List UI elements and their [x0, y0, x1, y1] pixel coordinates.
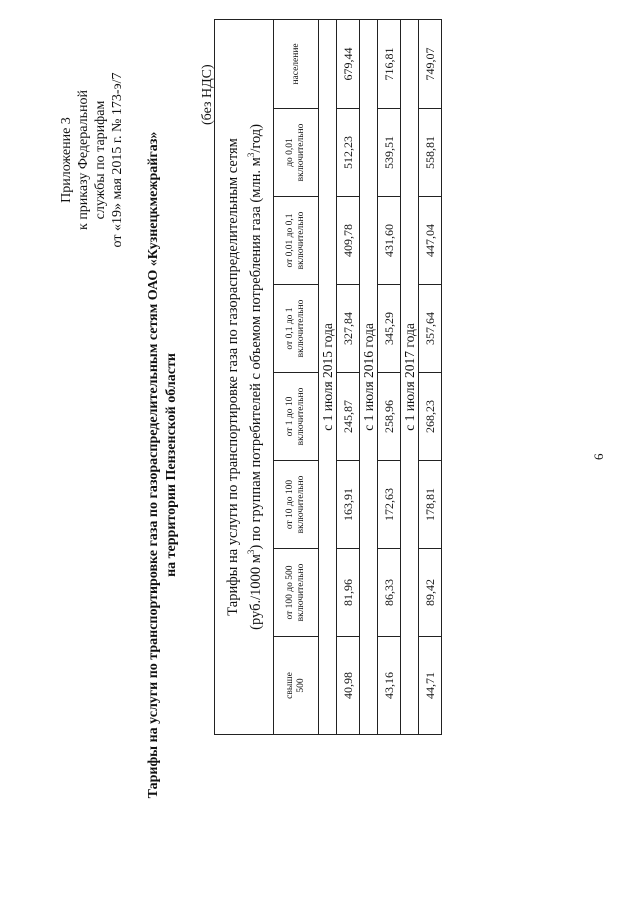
table-cell: 44,71 [419, 637, 442, 735]
table-cell: 447,04 [419, 197, 442, 285]
column-header-line-2: включительно [296, 299, 306, 358]
period-row [360, 19, 378, 734]
table-cell: 409,78 [337, 197, 360, 285]
annex-line-4: от «19» мая 2015 г. № 173-э/7 [110, 72, 125, 248]
table-cell: 172,63 [378, 461, 401, 549]
table-cell: 163,91 [337, 461, 360, 549]
annex-block [58, 15, 126, 305]
table-cell: 86,33 [378, 549, 401, 637]
period-row [401, 19, 419, 734]
table-cell: 258,96 [378, 373, 401, 461]
table-cell: 431,60 [378, 197, 401, 285]
column-header-line-2: включительно [296, 123, 306, 182]
document-title [145, 55, 181, 875]
table-cell: 357,64 [419, 285, 442, 373]
header-sup-1: 3 [245, 549, 256, 555]
table-cell: 512,23 [337, 109, 360, 197]
column-header-line-2: включительно [296, 563, 306, 622]
period-row [319, 19, 337, 734]
table-cell: 749,07 [419, 19, 442, 108]
period-label: с 1 июля 2017 года [401, 19, 419, 734]
table-cell: 345,29 [378, 285, 401, 373]
column-header-line-1: от 1 до 10 [285, 396, 295, 437]
table-row [337, 19, 360, 734]
tariff-table [214, 19, 442, 735]
column-header [274, 461, 319, 549]
column-header [274, 285, 319, 373]
page-number: 6 [591, 453, 606, 460]
column-header [274, 19, 319, 108]
table-cell: 178,81 [419, 461, 442, 549]
column-header [274, 373, 319, 461]
table-cell: 268,23 [419, 373, 442, 461]
title-line-1: Тарифы на услуги по транспортировке газа по газораспределительным сетям ОАО «Кузнецкмежрайгаз» [146, 131, 161, 799]
column-header-line-2: включительно [296, 211, 306, 270]
header-line-2-c: /год) [247, 124, 264, 153]
header-line-2-a: (руб./1000 м [247, 554, 264, 630]
header-sup-2: 3 [245, 152, 256, 158]
table-row [419, 19, 442, 734]
table-row [378, 19, 401, 734]
column-header [274, 197, 319, 285]
table-cell: 43,16 [378, 637, 401, 735]
column-header [274, 109, 319, 197]
column-header-line-2: включительно [296, 475, 306, 534]
annex-line-2: к приказу Федеральной [76, 90, 91, 230]
header-line-1: Тарифы на услуги по транспортировке газа по газораспределительным сетям [224, 138, 241, 616]
column-header-line-2: 500 [296, 678, 306, 693]
header-line-2 [242, 20, 265, 734]
title-line-2: на территории Пензенской области [164, 353, 179, 577]
column-header [274, 637, 319, 735]
column-header-line-1: от 0,1 до 1 [285, 307, 295, 350]
annex-line-1: Приложение 3 [59, 117, 74, 203]
table-main-header-row [215, 19, 274, 734]
column-header-line-1: население [290, 43, 301, 85]
column-header [274, 549, 319, 637]
header-line-2-b: ) по группам потребителей с объемом потребления газа (млн. м [247, 157, 264, 550]
table-cell: 558,81 [419, 109, 442, 197]
table-cell: 716,81 [378, 19, 401, 108]
table-cell: 40,98 [337, 637, 360, 735]
column-header-row [274, 19, 319, 734]
column-header-line-1: от 0,01 до 0,1 [285, 213, 295, 268]
annex-line-3: службы по тарифам [93, 100, 108, 220]
table-main-header [215, 19, 274, 734]
column-header-line-1: свыше [285, 672, 295, 699]
period-label: с 1 июля 2015 года [319, 19, 337, 734]
column-header-line-1: от 100 до 500 [285, 565, 295, 620]
period-label: с 1 июля 2016 года [360, 19, 378, 734]
table-cell: 245,87 [337, 373, 360, 461]
table-cell: 327,84 [337, 285, 360, 373]
table-cell: 81,96 [337, 549, 360, 637]
table-cell: 89,42 [419, 549, 442, 637]
column-header-line-1: до 0,01 [285, 138, 295, 167]
vat-note: (без НДС) [200, 64, 215, 125]
table-cell: 679,44 [337, 19, 360, 108]
column-header-line-2: включительно [296, 387, 306, 446]
table-cell: 539,51 [378, 109, 401, 197]
column-header-line-1: от 10 до 100 [285, 479, 295, 530]
